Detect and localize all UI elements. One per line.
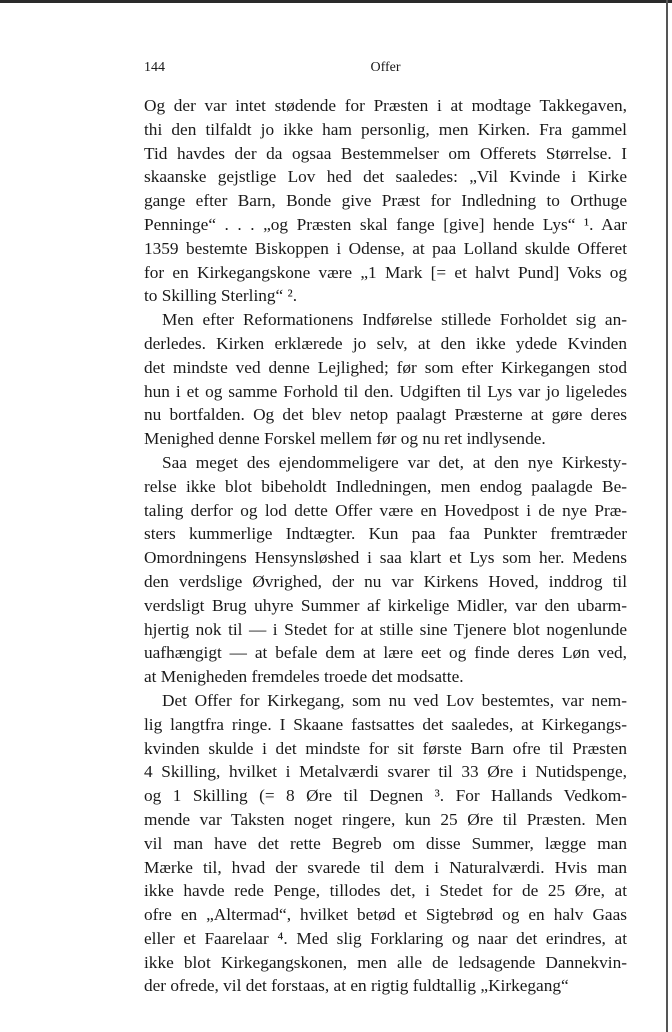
text-line: den verdslige Øvrighed, der nu var Kirkens Hoved, inddrog til — [144, 571, 627, 591]
running-title: Offer — [370, 60, 401, 75]
text-line: kvinden skulde i det mindste for sit første Barn ofre til Præsten — [144, 738, 627, 758]
text-line: og 1 Skilling (= 8 Øre til Degnen ³. For Hallands Vedkom- — [144, 786, 627, 806]
text-line: Penninge“ . . . „og Præsten skal fange [give] hende Lys“ ¹. Aar — [144, 214, 627, 234]
text-line: relse ikke blot bibeholdt Indledningen, men endog paalagde Be- — [144, 476, 627, 496]
page-edge-line — [666, 0, 668, 1032]
text-line: Omordningens Hensynsløshed i saa klart et Lys som her. Medens — [144, 548, 627, 568]
page-number: 144 — [144, 60, 165, 75]
paragraph-3 — [144, 451, 627, 689]
text-line: taling derfor og lod dette Offer være en Hovedpost i de nye Præ- — [144, 500, 627, 520]
text-line: for en Kirkegangskone være „1 Mark [= et halvt Pund] Voks og — [144, 262, 627, 282]
text-line: Saa meget des ejendommeligere var det, at den nye Kirkesty- — [162, 452, 627, 472]
body-text — [144, 94, 627, 998]
paragraph-2 — [144, 308, 627, 451]
text-line: thi den tilfaldt jo ikke ham personlig, men Kirken. Fra gammel — [144, 119, 627, 139]
text-line: 4 Skilling, hvilket i Metalværdi svarer til 33 Øre i Nutidspenge, — [144, 762, 627, 782]
text-line: vil man have det rette Begreb om disse Summer, lægge man — [144, 833, 627, 853]
text-line: ikke blot Kirkegangskonen, men alle de ledsagende Dannekvin- — [144, 952, 627, 972]
text-line: eller et Faarelaar ⁴. Med slig Forklaring og naar det erindres, at — [144, 928, 627, 948]
text-line: der ofrede, vil det forstaas, at en rigtig fuldtallig „Kirkegang“ — [144, 976, 569, 996]
book-page — [144, 60, 627, 998]
text-line: at Menigheden fremdeles troede det modsatte. — [144, 667, 464, 687]
text-line: sters kummerlige Indtægter. Kun paa faa Punkter fremtræder — [144, 524, 627, 544]
text-line: hun i et og samme Forhold til den. Udgiften til Lys var jo ligeledes — [144, 381, 627, 401]
text-line: Og der var intet stødende for Præsten i at modtage Takkegaven, — [144, 96, 627, 115]
text-line: mende var Taksten noget ringere, kun 25 Øre til Præsten. Men — [144, 809, 627, 829]
text-line: Tid havdes der da ogsaa Bestemmelser om Offerets Størrelse. I — [144, 143, 627, 163]
text-line: derledes. Kirken erklærede jo selv, at den ikke ydede Kvinden — [144, 333, 627, 353]
text-line: gange efter Barn, Bonde give Præst for Indledning to Orthuge — [144, 191, 627, 211]
text-line: ofre en „Altermad“, hvilket betød et Sigtebrød og en halv Gaas — [144, 905, 627, 925]
top-border-rule — [0, 0, 672, 3]
text-line: uafhængigt — at befale dem at lære eet og finde deres Løn ved, — [144, 643, 627, 663]
paragraph-4 — [144, 689, 627, 998]
text-line: skaanske gejstlige Lov hed det saaledes: „Vil Kvinde i Kirke — [144, 167, 627, 187]
text-line: Men efter Reformationens Indførelse stillede Forholdet sig an- — [162, 310, 627, 330]
text-line: hjertig nok til — i Stedet for at stille sine Tjenere blot nogenlunde — [144, 619, 627, 639]
text-line: Det Offer for Kirkegang, som nu ved Lov bestemtes, var nem- — [162, 690, 627, 710]
text-line: Menighed denne Forskel mellem før og nu ret indlysende. — [144, 429, 546, 449]
text-line: verdsligt Brug uhyre Summer af kirkelige Midler, var den ubarm- — [144, 595, 627, 615]
text-line: lig langtfra ringe. I Skaane fastsattes det saaledes, at Kirkegangs- — [144, 714, 627, 734]
text-line: ikke havde rede Penge, tillodes det, i Stedet for de 25 Øre, at — [144, 881, 627, 901]
text-line: 1359 bestemte Biskoppen i Odense, at paa Lolland skulde Offeret — [144, 238, 627, 258]
text-line: nu bortfalden. Og det blev netop paalagt Præsterne at gøre deres — [144, 405, 627, 425]
paragraph-1 — [144, 94, 627, 308]
text-line: Mærke til, hvad der svarede til dem i Naturalværdi. Hvis man — [144, 857, 627, 877]
text-line: to Skilling Sterling“ ². — [144, 286, 298, 306]
running-head — [144, 60, 627, 82]
text-line: det mindste ved denne Lejlighed; før som efter Kirkegangen stod — [144, 357, 627, 377]
